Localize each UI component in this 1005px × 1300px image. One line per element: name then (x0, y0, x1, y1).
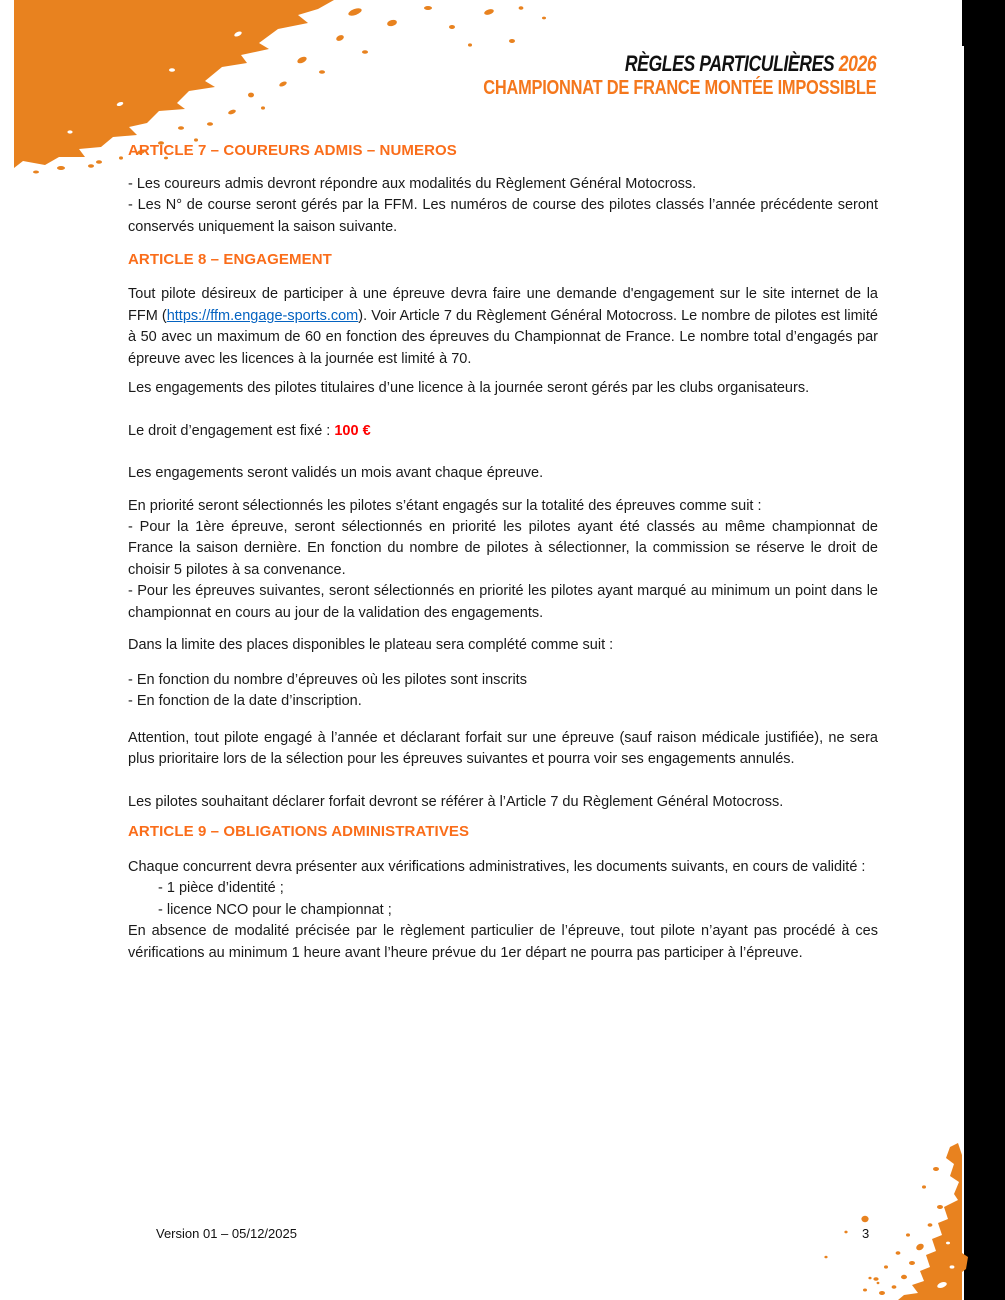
priority-selection-paragraph (128, 496, 878, 625)
validation-paragraph: Les engagements seront validés un mois avant chaque épreuve. (128, 465, 544, 482)
entry-fee-label: Le droit d’engagement est fixé : (128, 422, 335, 439)
article-7-paragraph (128, 174, 878, 238)
criteria-events-count: - En fonction du nombre d’épreuves où les pilotes sont inscrits (128, 671, 527, 688)
document-item-identity: - 1 pièce d’identité ; (158, 880, 284, 897)
attention-paragraph: Attention, tout pilote engagé à l’année et déclarant forfait sur une épreuve (sauf raison médicale justifiée), ne sera plus prioritaire lors de la sélection pour les épreuves suivantes et pourra voir ses engagements annulés. (128, 729, 878, 768)
document-item-license: - licence NCO pour le championnat ; (158, 901, 392, 918)
priority-rule-first-event: - Pour la 1ère épreuve, seront sélectionnés en priorité les pilotes ayant été classés au même championnat de France la saison dernière. En fonction du nombre de pilotes à sélectionner, la commission se réserve le droit de choisir 5 pilotes à sa convenance. (128, 518, 878, 578)
article-7-heading: ARTICLE 7 – COUREURS ADMIS – NUMEROS (128, 142, 457, 159)
ffm-engage-sports-link[interactable]: https://ffm.engage-sports.com (166, 307, 359, 324)
article-7-line-1: - Les coureurs admis devront répondre aux modalités du Règlement Général Motocross. (128, 176, 697, 192)
available-places-paragraph: Dans la limite des places disponibles le plateau sera complété comme suit : (128, 637, 614, 654)
engagement-text-post: ). Voir Article 7 du Règlement Général Motocross. Le nombre de pilotes est limité à 50 avec un maximum de 60 en fonction des épreuves du Championnat de France. Le nombre total d’engagés par épreuve avec les licences à la journée est limité à 70. (128, 307, 878, 367)
priority-intro: En priorité seront sélectionnés les pilotes s’étant engagés sur la totalité des épreuves comme suit : (128, 497, 762, 514)
article-9-heading: ARTICLE 9 – OBLIGATIONS ADMINISTRATIVES (128, 822, 470, 840)
document-body (128, 0, 878, 964)
right-edge-black-band-top (962, 0, 1005, 46)
document-title-text: RÈGLES PARTICULIÈRES (624, 51, 834, 76)
documents-intro: Chaque concurrent devra présenter aux vérifications administratives, les documents suivants, en cours de validité : (128, 858, 866, 875)
verification-deadline-text: En absence de modalité précisée par le règlement particulier de l’épreuve, tout pilote n’ayant pas procédé à ces vérifications au minimum 1 heure avant l’heure prévue du 1er départ ne pourra pas participer à l’épreuve. (128, 923, 878, 961)
engagement-text-pre: Tout pilote désireux de participer à une épreuve devra faire une demande d'engagement sur le site internet de la FFM ( (128, 286, 878, 324)
document-title-year: 2026 (838, 51, 876, 76)
priority-rule-next-events: - Pour les épreuves suivantes, seront sélectionnés en priorité les pilotes ayant marqué au minimum un point dans le championnat en cours au jour de la validation des engagements. (128, 583, 878, 621)
footer-version-date: Version 01 – 05/12/2025 (156, 1226, 297, 1241)
footer-page-number: 3 (862, 1226, 870, 1241)
article-7-line-2: - Les N° de course seront gérés par la FFM. Les numéros de course des pilotes classés l’année précédente seront conservés uniquement la saison suivante. (128, 197, 878, 235)
clubs-paragraph: Les engagements des pilotes titulaires d’une licence à la journée seront gérés par les clubs organisateurs. (128, 380, 810, 397)
document-subtitle: CHAMPIONNAT DE FRANCE MONTÉE IMPOSSIBLE (482, 76, 876, 99)
engagement-paragraph (128, 284, 878, 370)
criteria-registration-date: - En fonction de la date d’inscription. (128, 693, 362, 710)
orange-splatter-bottom-right-decoration (820, 1135, 980, 1300)
article-8-heading: ARTICLE 8 – ENGAGEMENT (128, 251, 332, 269)
right-edge-black-band (964, 46, 1005, 1300)
withdrawal-paragraph: Les pilotes souhaitant déclarer forfait devront se référer à l’Article 7 du Règlement Général Motocross. (128, 793, 784, 810)
administrative-obligations-paragraph (128, 857, 878, 964)
entry-fee-amount: 100 € (334, 422, 371, 439)
entry-fee-paragraph (128, 421, 878, 442)
completion-criteria-list (128, 670, 878, 713)
